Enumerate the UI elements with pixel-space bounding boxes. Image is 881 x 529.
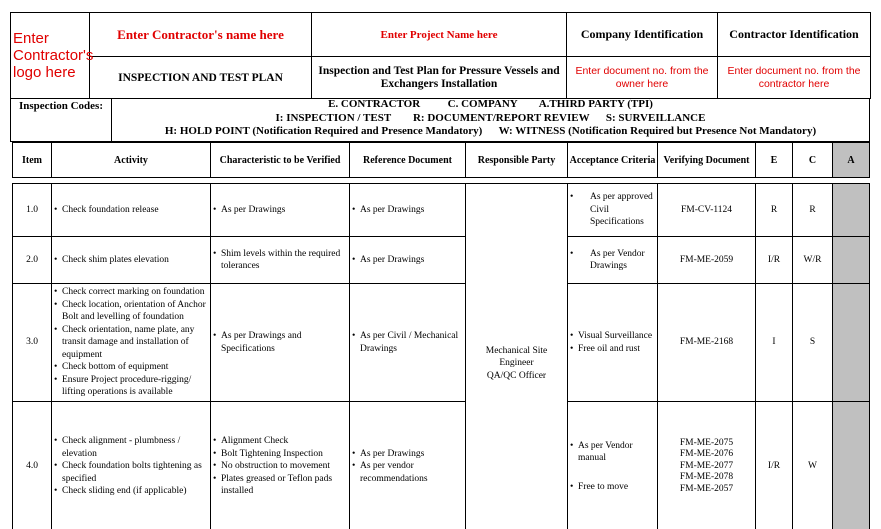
code-c: S [793,284,833,402]
col-reference: Reference Document [350,143,466,178]
activity-cell [52,402,211,529]
document-header [10,12,871,99]
code-a [833,184,870,237]
acceptance-cell [568,184,658,237]
responsible-party-line: Engineer [499,358,534,369]
acceptance-item: • Visual Surveillance [570,330,657,343]
characteristic-item: • Alignment Check [213,435,349,448]
table-row [13,237,870,284]
activity-item: • Check foundation bolts tightening as specified [54,460,206,485]
characteristic-item: • Bolt Tightening Inspection [213,448,349,461]
reference-cell [350,184,466,237]
reference-cell [350,237,466,284]
verifying-doc: FM-ME-2075 [679,437,734,448]
reference-item: • As per Drawings [352,448,465,461]
code-e: I [756,284,793,402]
table-row [13,402,870,529]
responsible-party-line: QA/QC Officer [486,370,547,381]
verifying-doc: FM-ME-2076 [679,449,734,460]
acceptance-cell [568,402,658,529]
code-c: R [793,184,833,237]
plan-title: INSPECTION AND TEST PLAN [90,57,312,99]
itp-table-body [12,183,870,529]
reference-item: • As per vendor recommendations [352,460,465,485]
code-e: I/R [756,237,793,284]
col-c: C [793,143,833,178]
col-verifying: Verifying Document [658,143,756,178]
table-row [13,184,870,237]
activity-item: • Check location, orientation of Anchor Bolt and levelling of foundation [54,299,210,324]
activity-cell [52,284,211,402]
logo-placeholder[interactable]: Enter Contractor's logo here [11,13,90,99]
codes-line-parties: E. CONTRACTOR C. COMPANY A.THIRD PARTY (TPI) [328,98,653,110]
acceptance-cell [568,237,658,284]
inspection-codes-legend [112,98,869,139]
activity-item: • Check shim plates elevation [54,254,210,267]
reference-item: • As per Drawings [352,204,465,217]
verifying-doc-cell [658,237,756,284]
inspection-codes [10,98,870,142]
acceptance-item: • Free oil and rust [570,343,657,356]
code-a [833,284,870,402]
acceptance-item: • As per approved Civil Specifications [570,191,653,229]
code-e: I/R [756,402,793,529]
characteristic-item: • Shim levels within the required tolerances [213,248,345,273]
verifying-doc: FM-ME-2059 [679,254,734,265]
verifying-doc: FM-ME-2077 [679,460,734,471]
activity-item: • Check correct marking on foundation [54,286,210,299]
acceptance-cell [568,284,658,402]
characteristic-cell [211,237,350,284]
verifying-doc: FM-ME-2078 [679,472,734,483]
col-characteristic: Characteristic to be Verified [211,143,350,178]
verifying-doc-cell [658,402,756,529]
item-number: 2.0 [13,237,52,284]
characteristic-item: • Plates greased or Teflon pads installed [213,473,349,498]
activity-item: • Check orientation, name plate, any transit damage and installation of equipment [54,324,210,362]
col-item: Item [13,143,52,178]
activity-cell [52,237,211,284]
col-a: A [833,143,870,178]
verifying-doc-cell [658,284,756,402]
acceptance-item: • Free to move [570,481,651,494]
col-activity: Activity [52,143,211,178]
acceptance-item: • As per Vendor manual [570,440,651,465]
col-acceptance: Acceptance Criteria [568,143,658,178]
activity-item: • Check alignment - plumbness / elevation [54,435,206,460]
codes-line-types: I: INSPECTION / TEST R: DOCUMENT/REPORT REVIEW S: SURVEILLANCE [275,111,706,124]
reference-item: • As per Drawings [352,254,465,267]
reference-cell [350,284,466,402]
responsible-party-line: Mechanical Site [485,345,548,356]
characteristic-cell [211,184,350,237]
codes-line-points: H: HOLD POINT (Notification Required and Presence Mandatory) W: WITNESS (Notification Required but Presence Not Mandatory) [164,125,817,137]
column-header-row [12,142,870,178]
table-row [13,284,870,402]
characteristic-item: • As per Drawings [213,204,349,217]
activity-item: • Ensure Project procedure-rigging/ lifting operations is available [54,374,210,399]
acceptance-item: • As per Vendor Drawings [570,248,653,273]
reference-item: • As per Civil / Mechanical Drawings [352,330,461,355]
owner-doc-number-placeholder[interactable]: Enter document no. from the owner here [567,57,718,99]
reference-cell [350,402,466,529]
code-a [833,402,870,529]
responsible-party-cell [466,184,568,529]
company-identification-label: Company Identification [567,13,718,57]
col-responsible: Responsible Party [466,143,568,178]
inspection-codes-label: Inspection Codes: [11,98,112,141]
contractor-doc-number-placeholder[interactable]: Enter document no. from the contractor here [718,57,871,99]
code-a [833,237,870,284]
activity-item: • Check foundation release [54,204,210,217]
item-number: 1.0 [13,184,52,237]
activity-item: • Check sliding end (if applicable) [54,485,206,498]
verifying-doc-cell [658,184,756,237]
verifying-doc: FM-ME-2057 [679,483,734,494]
characteristic-item: • As per Drawings and Specifications [213,330,345,355]
plan-subtitle: Inspection and Test Plan for Pressure Vessels and Exchangers Installation [312,57,567,99]
characteristic-cell [211,284,350,402]
project-name-placeholder[interactable]: Enter Project Name here [312,13,567,57]
contractor-name-placeholder[interactable]: Enter Contractor's name here [90,13,312,57]
characteristic-cell [211,402,350,529]
contractor-identification-label: Contractor Identification [718,13,871,57]
characteristic-item: • No obstruction to movement [213,460,349,473]
code-c: W/R [793,237,833,284]
verifying-doc: FM-ME-2168 [679,337,734,348]
activity-cell [52,184,211,237]
activity-item: • Check bottom of equipment [54,361,210,374]
item-number: 3.0 [13,284,52,402]
code-e: R [756,184,793,237]
col-e: E [756,143,793,178]
verifying-doc: FM-CV-1124 [680,204,733,215]
code-c: W [793,402,833,529]
item-number: 4.0 [13,402,52,529]
